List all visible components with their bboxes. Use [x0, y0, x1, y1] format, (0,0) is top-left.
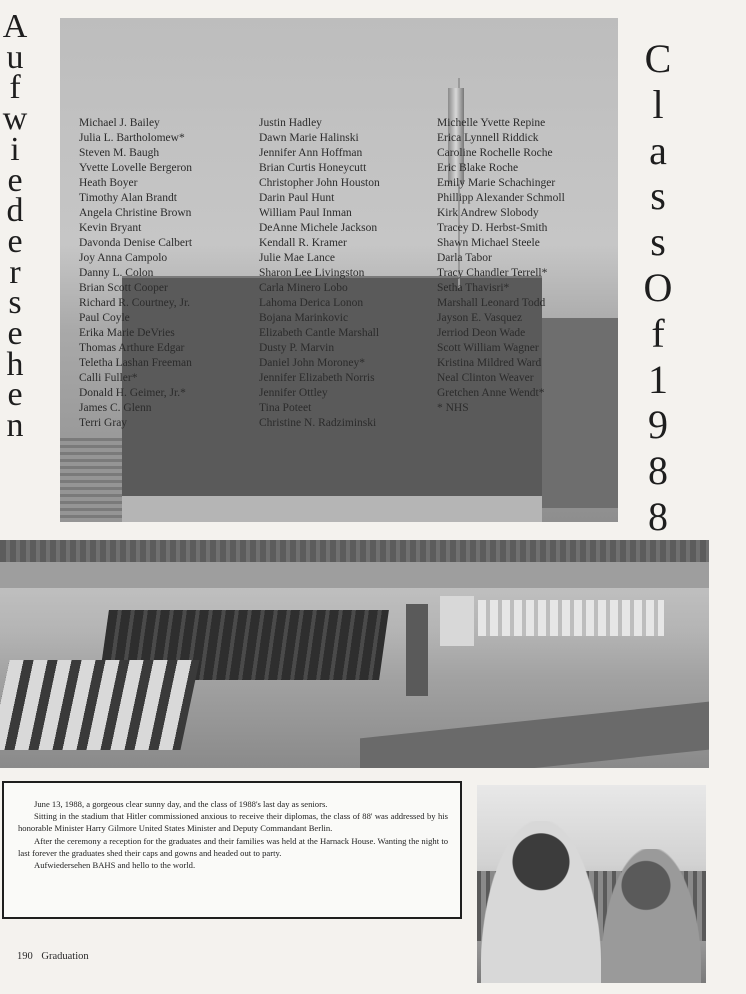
- graduate-name: Kristina Mildred Ward: [437, 357, 542, 369]
- graduate-name: Calli Fuller*: [79, 372, 138, 384]
- graduate-name: Kevin Bryant: [79, 222, 142, 234]
- graduation-ceremony-photo: [0, 540, 709, 768]
- heading-letter: s: [8, 284, 22, 322]
- graduate-name: Marshall Leonard Todd: [437, 297, 546, 309]
- heading-letter: 8: [648, 448, 668, 494]
- heading-letter: h: [6, 345, 24, 383]
- graduate-name: Joy Anna Campolo: [79, 252, 168, 264]
- guest-chairs: [0, 660, 200, 750]
- graduate-name: Paul Coyle: [79, 312, 130, 324]
- heading-letter: f: [651, 310, 665, 356]
- caption-box: [2, 781, 462, 919]
- heading-letter: 9: [648, 402, 668, 448]
- reception-photo: [477, 785, 706, 983]
- heading-aufwiedersehen: [0, 8, 30, 445]
- heading-letter: e: [7, 315, 23, 353]
- graduate-name: * NHS: [437, 402, 469, 414]
- graduate-name: Bojana Marinkovic: [259, 312, 349, 324]
- graduate-name: Jennifer Elizabeth Norris: [259, 372, 375, 384]
- graduate-name: Tracy Chandler Terrell*: [437, 267, 548, 279]
- section-title: Graduation: [41, 951, 89, 962]
- graduate-name: Neal Clinton Weaver: [437, 372, 534, 384]
- scoreboard-base: [122, 496, 542, 522]
- heading-letter: f: [9, 69, 21, 107]
- heading-letter: n: [6, 407, 24, 445]
- graduate-name: DeAnne Michele Jackson: [259, 222, 378, 234]
- graduate-names-column-2: [259, 116, 380, 431]
- graduate-name: Tracey D. Herbst-Smith: [437, 222, 548, 234]
- graduate-name: Setha Thavisri*: [437, 282, 510, 294]
- graduate-name: Thomas Arthure Edgar: [79, 342, 185, 354]
- heading-letter: l: [652, 81, 664, 127]
- graduate-name: Darin Paul Hunt: [259, 192, 335, 204]
- graduate-name: Erica Lynnell Riddick: [437, 132, 539, 144]
- cameraman: [406, 604, 428, 696]
- heading-letter: e: [7, 376, 23, 414]
- graduate-name: James C. Glenn: [79, 402, 152, 414]
- heading-letter: C: [644, 36, 672, 81]
- graduate-name: Christine N. Radziminski: [259, 417, 377, 429]
- heading-letter: A: [2, 8, 28, 45]
- graduate-name: Jennifer Ann Hoffman: [259, 147, 363, 159]
- caption-paragraph-3: After the ceremony a reception for the graduates and their families was held at the Harnack House. Wanting the night to last forever the graduates shed their caps and gowns and headed out to party.: [18, 835, 448, 858]
- graduate-name: Elizabeth Cantle Marshall: [259, 327, 380, 339]
- graduate-name: Eric Blake Roche: [437, 162, 519, 174]
- page-footer: [17, 951, 89, 962]
- heading-letter: d: [6, 192, 24, 230]
- stadium-scoreboard-photo: [60, 18, 618, 522]
- graduate-name: William Paul Inman: [259, 207, 352, 219]
- heading-letter: r: [9, 253, 21, 291]
- running-track: [0, 562, 709, 588]
- bleachers: [60, 438, 122, 522]
- graduate-name: Kirk Andrew Slobody: [437, 207, 539, 219]
- graduate-name: Brian Curtis Honeycutt: [259, 162, 367, 174]
- graduate-name: Brian Scott Cooper: [79, 282, 168, 294]
- heading-letter: 8: [648, 493, 668, 539]
- graduate-name: Jennifer Ottley: [259, 387, 328, 399]
- graduate-name: Erika Marie DeVries: [79, 327, 175, 339]
- heading-letter: u: [6, 38, 24, 76]
- stage-ledge: [360, 702, 709, 768]
- graduate-name: Daniel John Moroney*: [259, 357, 366, 369]
- graduate-names-column-1: [79, 116, 192, 431]
- graduate-name: Angela Christine Brown: [79, 207, 192, 219]
- graduate-name: Danny L. Colon: [79, 267, 154, 279]
- graduate-name: Tina Poteet: [259, 402, 312, 414]
- graduate-name: Julie Mae Lance: [259, 252, 335, 264]
- graduate-name: Darla Tabor: [437, 252, 492, 264]
- page-number: 190: [17, 951, 33, 962]
- heading-letter: a: [649, 127, 667, 173]
- heading-letter: i: [10, 130, 20, 168]
- graduate-name: Christopher John Houston: [259, 177, 380, 189]
- graduate-name: Kendall R. Kramer: [259, 237, 347, 249]
- heading-letter: s: [650, 219, 666, 265]
- graduate-name: Scott William Wagner: [437, 342, 539, 354]
- graduate-name: Emily Marie Schachinger: [437, 177, 556, 189]
- smiling-woman-left: [481, 821, 601, 983]
- heading-letter: e: [7, 161, 23, 199]
- caption-paragraph-4: Aufwiedersehen BAHS and hello to the world.: [34, 860, 196, 871]
- graduate-name: Steven M. Baugh: [79, 147, 160, 159]
- graduate-name: Sharon Lee Livingston: [259, 267, 365, 279]
- graduate-name: Phillipp Alexander Schmoll: [437, 192, 565, 204]
- graduate-name: Shawn Michael Steele: [437, 237, 540, 249]
- graduate-name: Michael J. Bailey: [79, 117, 160, 129]
- graduate-name: Jayson E. Vasquez: [437, 312, 523, 324]
- podium: [440, 596, 474, 646]
- graduate-name: Dusty P. Marvin: [259, 342, 335, 354]
- graduate-name: Yvette Lovelle Bergeron: [79, 162, 192, 174]
- heading-letter: O: [643, 264, 673, 310]
- caption-paragraph-2: Sitting in the stadium that Hitler commissioned anxious to receive their diplomas, the class of 88' was addressed by his honorable Minister Harry Gilmore United States Minister and Deputy Commandant Berlin.: [18, 811, 448, 834]
- graduate-name: Gretchen Anne Wendt*: [437, 387, 545, 399]
- heading-letter: e: [7, 222, 23, 260]
- graduate-name: Julia L. Bartholomew*: [79, 132, 185, 144]
- graduate-name: Lahoma Derica Lonon: [259, 297, 364, 309]
- graduate-name: Teletha Lashan Freeman: [79, 357, 192, 369]
- graduate-name: Timothy Alan Brandt: [79, 192, 177, 204]
- graduate-name: Terri Gray: [79, 417, 128, 429]
- audience-seated: [478, 600, 664, 636]
- smiling-woman-right: [601, 849, 701, 983]
- graduate-name: Richard R. Courtney, Jr.: [79, 297, 191, 309]
- caption-paragraph-1: June 13, 1988, a gorgeous clear sunny day, and the class of 1988's last day as seniors.: [34, 799, 328, 809]
- graduate-name: Jerriod Deon Wade: [437, 327, 526, 339]
- heading-letter: w: [2, 100, 28, 138]
- graduate-name: Michelle Yvette Repine: [437, 117, 546, 129]
- graduate-name: Justin Hadley: [259, 117, 322, 129]
- graduate-name: Caroline Rochelle Roche: [437, 147, 553, 159]
- graduate-name: Heath Boyer: [79, 177, 138, 189]
- graduate-name: Davonda Denise Calbert: [79, 237, 193, 249]
- heading-letter: s: [650, 173, 666, 219]
- heading-class-of-1988: [638, 36, 678, 540]
- graduate-name: Donald H. Geimer, Jr.*: [79, 387, 186, 399]
- graduate-names-column-3: [437, 116, 565, 416]
- stadium-stands: [0, 540, 709, 562]
- graduate-name: Dawn Marie Halinski: [259, 132, 359, 144]
- heading-letter: 1: [648, 356, 668, 402]
- graduate-name: Carla Minero Lobo: [259, 282, 348, 294]
